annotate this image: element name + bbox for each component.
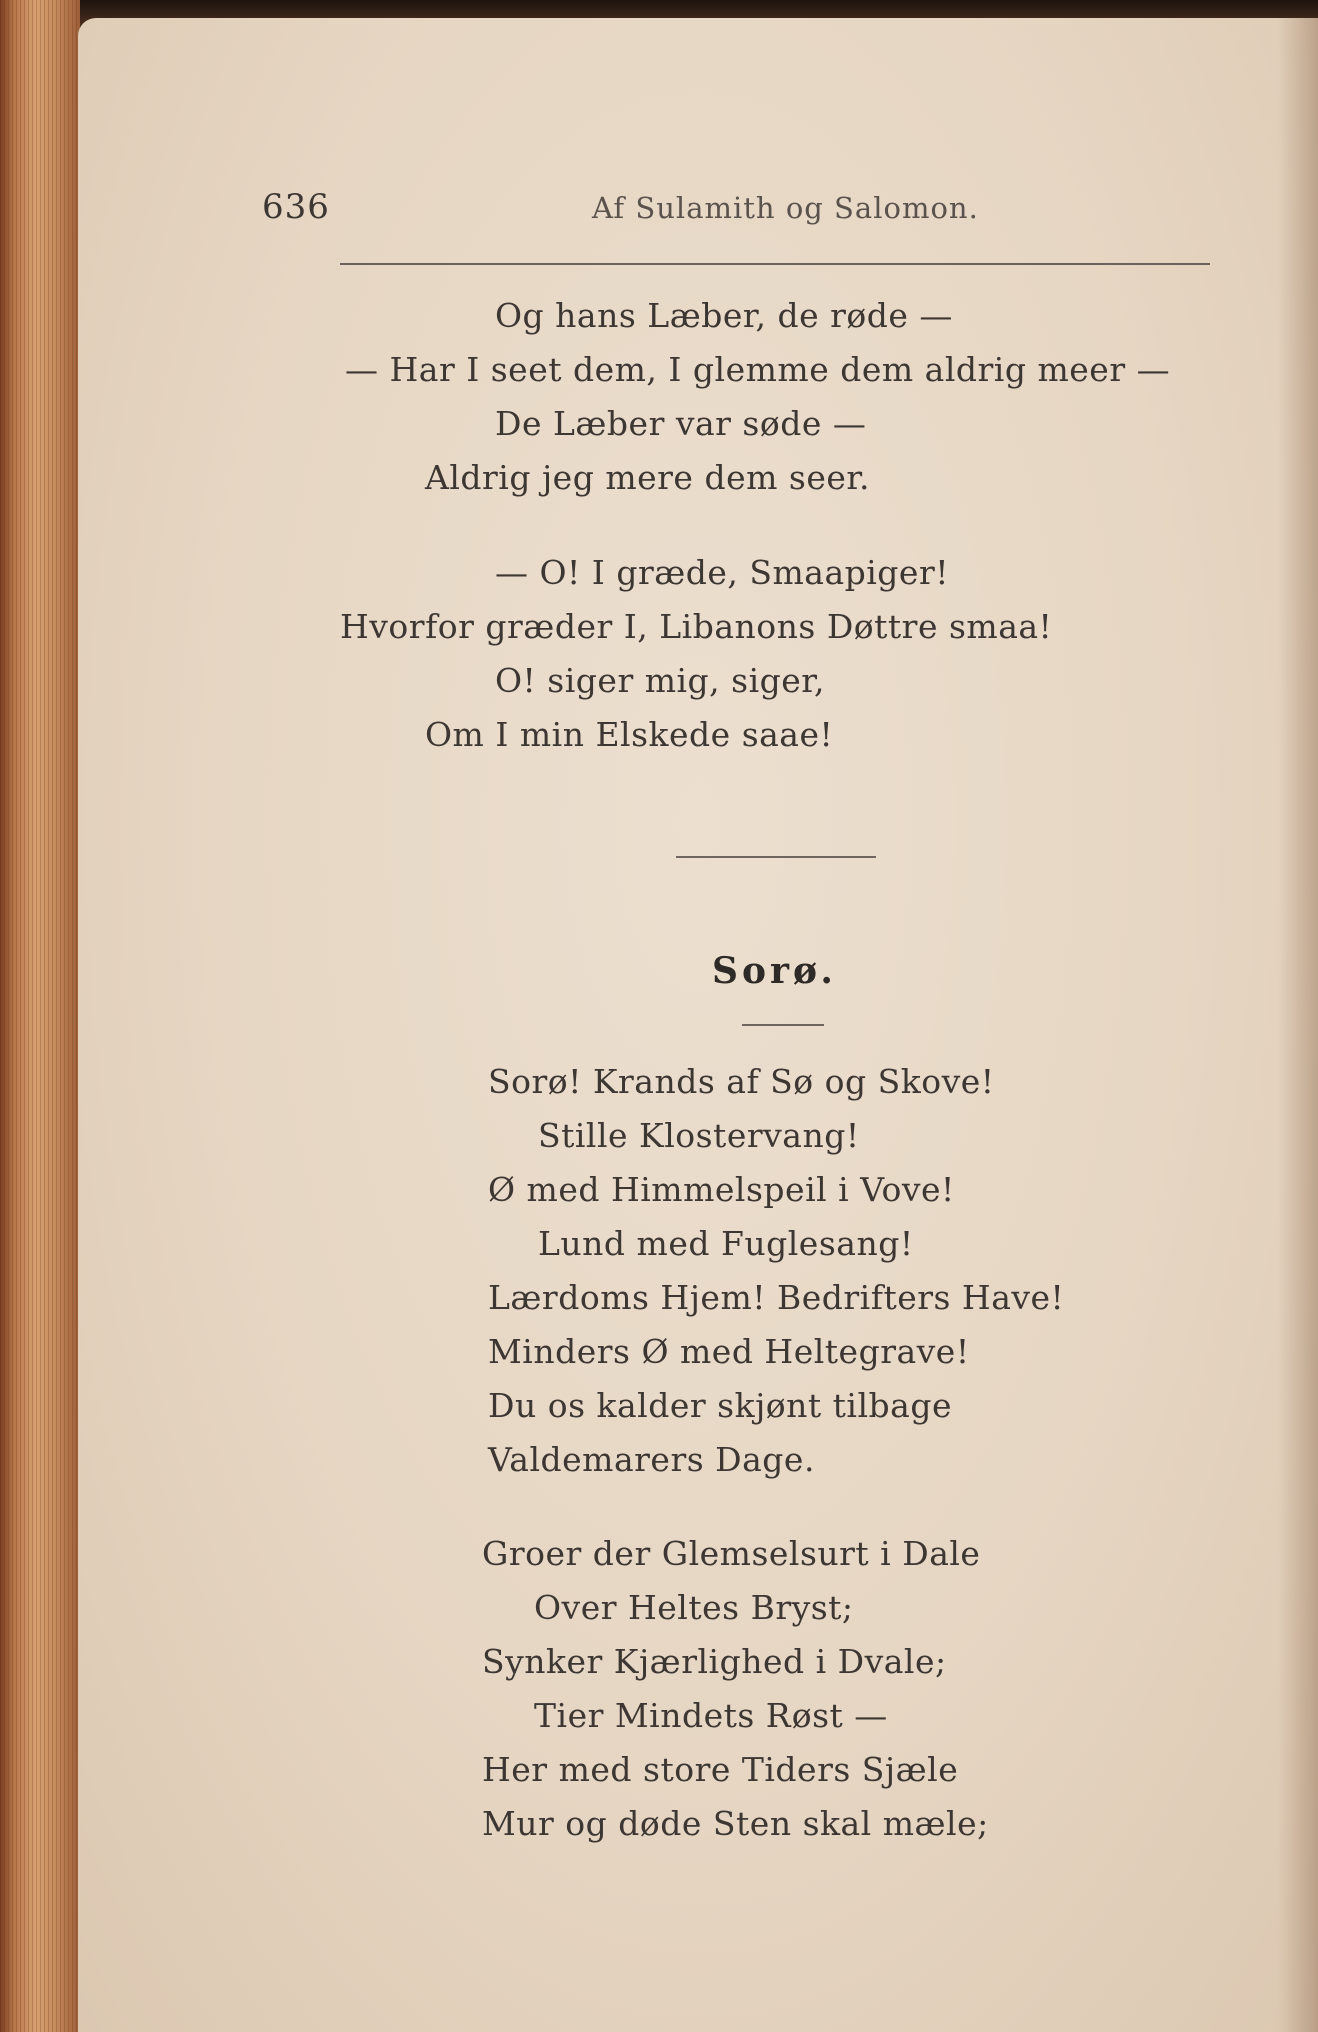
poem-line: Du os kalder skjønt tilbage: [488, 1386, 952, 1425]
book-page-edge: [0, 0, 80, 2032]
header-rule: [340, 263, 1210, 265]
poem-line: Aldrig jeg mere dem seer.: [425, 458, 871, 497]
poem-line: Groer der Glemselsurt i Dale: [482, 1534, 981, 1573]
poem-line: Lund med Fuglesang!: [538, 1224, 914, 1263]
page-number: 636: [262, 187, 330, 227]
poem-line: Om I min Elskede saae!: [425, 715, 834, 754]
poem-line: Lærdoms Hjem! Bedrifters Have!: [488, 1278, 1065, 1317]
section-divider: [676, 856, 876, 858]
running-title: Af Sulamith og Salomon.: [592, 191, 979, 225]
gutter-shadow: [1278, 18, 1318, 2032]
poem-line: Hvorfor græder I, Libanons Døttre smaa!: [340, 607, 1053, 646]
poem-line: Her med store Tiders Sjæle: [482, 1750, 959, 1789]
poem-line: Mur og døde Sten skal mæle;: [482, 1804, 989, 1843]
page-header: [262, 187, 1210, 237]
poem-line: — O! I græde, Smaapiger!: [495, 553, 949, 592]
poem-line: O! siger mig, siger,: [495, 661, 825, 700]
poem-line: Tier Mindets Røst —: [534, 1696, 888, 1735]
poem-title: Sorø.: [712, 950, 837, 992]
page-edge-texture: [0, 0, 80, 2032]
poem-line: Synker Kjærlighed i Dvale;: [482, 1642, 947, 1681]
poem-line: Over Heltes Bryst;: [534, 1588, 854, 1627]
poem-line: Ø med Himmelspeil i Vove!: [488, 1170, 955, 1209]
poem-line: — Har I seet dem, I glemme dem aldrig meer —: [345, 350, 1171, 389]
poem-line: Minders Ø med Heltegrave!: [488, 1332, 970, 1371]
title-rule: [742, 1024, 824, 1026]
poem-line: Stille Klostervang!: [538, 1116, 860, 1155]
poem-line: Valdemarers Dage.: [488, 1440, 815, 1479]
poem-line: Og hans Læber, de røde —: [495, 296, 953, 335]
poem-line: De Læber var søde —: [495, 404, 867, 443]
poem-line: Sorø! Krands af Sø og Skove!: [488, 1062, 995, 1101]
